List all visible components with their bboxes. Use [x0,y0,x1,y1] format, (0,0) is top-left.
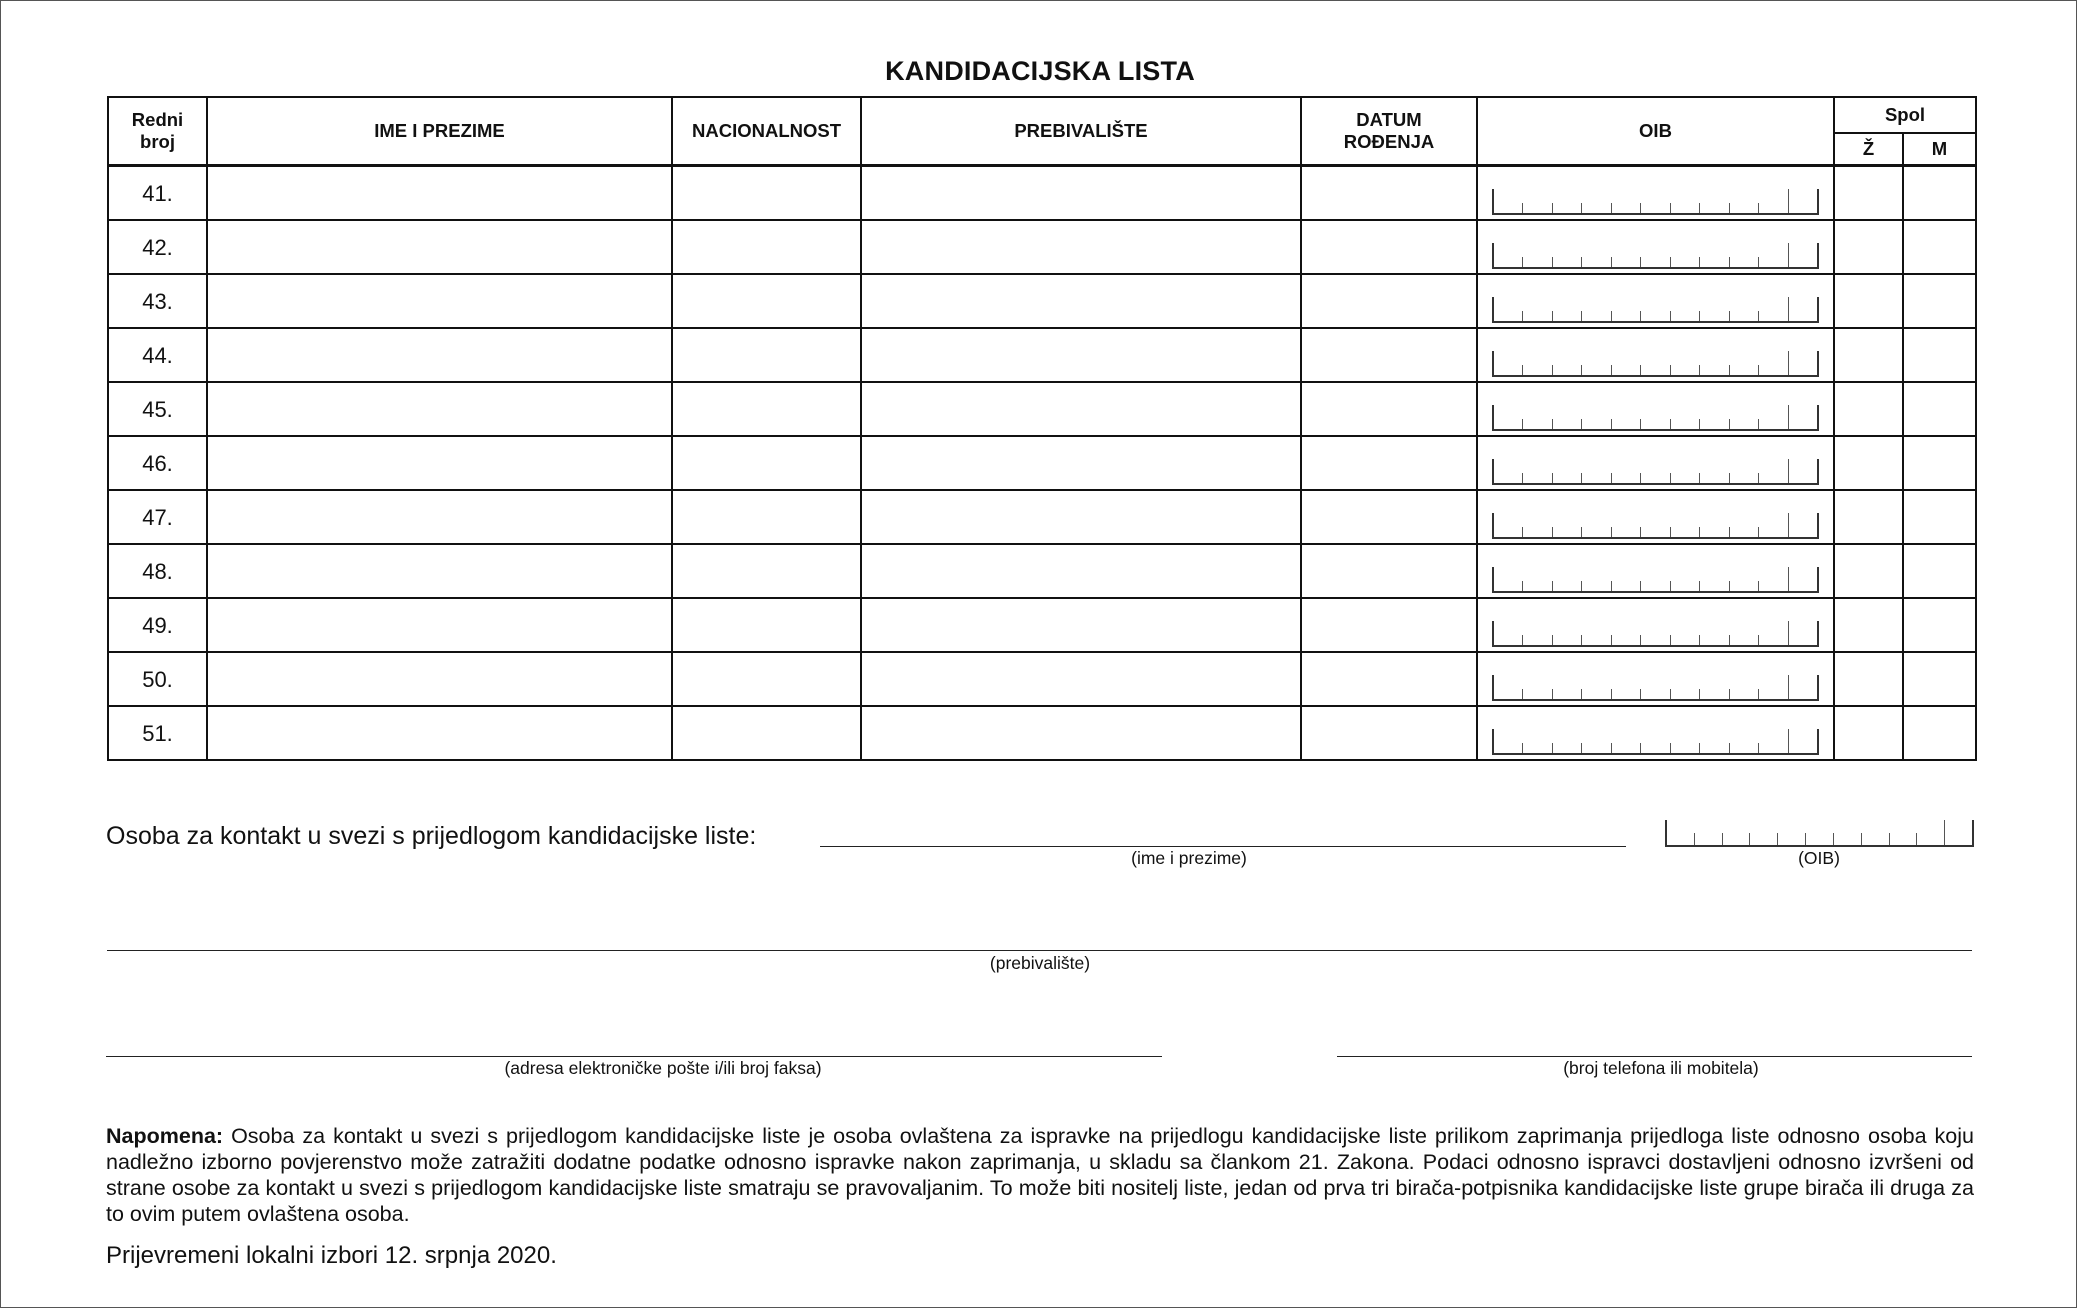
oib-digit-cell[interactable] [1788,675,1819,699]
row-number: 47. [108,490,207,544]
cell-prebivaliste[interactable] [861,706,1301,760]
oib-digit-cell[interactable] [1552,635,1581,645]
cell-oib[interactable] [1477,274,1834,328]
cell-spol-m[interactable] [1903,706,1976,760]
cell-nacionalnost[interactable] [672,328,861,382]
cell-spol-z[interactable] [1834,274,1903,328]
oib-digit-cell[interactable] [1694,833,1722,845]
cell-spol-m[interactable] [1903,544,1976,598]
oib-digit-cell[interactable] [1670,257,1699,267]
cell-spol-m[interactable] [1903,652,1976,706]
oib-digit-cell[interactable] [1611,311,1640,321]
cell-spol-z[interactable] [1834,166,1903,221]
cell-nacionalnost[interactable] [672,166,861,221]
oib-digit-cell[interactable] [1758,257,1787,267]
oib-digit-cell[interactable] [1758,473,1787,483]
oib-digit-cell[interactable] [1522,689,1551,699]
cell-datum-rodenja[interactable] [1301,598,1477,652]
contact-person-label: Osoba za kontakt u svezi s prijedlogom kandidacijske liste: [106,822,757,850]
cell-oib[interactable] [1477,220,1834,274]
oib-digit-cell[interactable] [1552,527,1581,537]
row-number: 43. [108,274,207,328]
table-row [108,382,1976,436]
oib-digit-cell[interactable] [1581,581,1610,591]
oib-digit-cell[interactable] [1522,581,1551,591]
oib-digit-cell[interactable] [1522,473,1551,483]
cell-ime-prezime[interactable] [207,274,672,328]
oib-digit-cell[interactable] [1729,419,1758,429]
oib-digit-cell[interactable] [1640,203,1669,213]
oib-digit-cell[interactable] [1699,419,1728,429]
table-row [108,220,1976,274]
cell-datum-rodenja[interactable] [1301,382,1477,436]
oib-digit-cell[interactable] [1758,635,1787,645]
header-ime-prezime: IME I PREZIME [207,97,672,166]
header-spol-z: Ž [1834,133,1903,166]
oib-digit-cell[interactable] [1611,365,1640,375]
oib-digit-cell[interactable] [1699,365,1728,375]
oib-digit-cell[interactable] [1788,729,1819,753]
oib-digit-cell[interactable] [1788,621,1819,645]
cell-nacionalnost[interactable] [672,382,861,436]
table-row [108,274,1976,328]
contact-phone-field[interactable] [1337,1034,1972,1057]
cell-oib[interactable] [1477,652,1834,706]
oib-digit-cell[interactable] [1729,635,1758,645]
cell-datum-rodenja[interactable] [1301,436,1477,490]
cell-datum-rodenja[interactable] [1301,544,1477,598]
cell-datum-rodenja[interactable] [1301,220,1477,274]
cell-spol-z[interactable] [1834,328,1903,382]
oib-digit-cell[interactable] [1492,621,1522,645]
cell-ime-prezime[interactable] [207,652,672,706]
oib-digit-cell[interactable] [1699,203,1728,213]
table-row [108,166,1976,221]
oib-digit-cell[interactable] [1640,527,1669,537]
cell-datum-rodenja[interactable] [1301,166,1477,221]
oib-digit-cell[interactable] [1670,365,1699,375]
oib-digit-cell[interactable] [1788,243,1819,267]
cell-spol-z[interactable] [1834,706,1903,760]
cell-spol-m[interactable] [1903,328,1976,382]
oib-digit-cell[interactable] [1492,351,1522,375]
oib-digit-cell[interactable] [1699,743,1728,753]
election-footer: Prijevremeni lokalni izbori 12. srpnja 2020. [106,1242,557,1269]
note-paragraph [106,1123,1974,1227]
oib-digit-cell[interactable] [1581,365,1610,375]
oib-digit-cell[interactable] [1788,513,1819,537]
oib-digit-cell[interactable] [1670,527,1699,537]
cell-nacionalnost[interactable] [672,598,861,652]
note-text: Osoba za kontakt u svezi s prijedlogom kandidacijske liste je osoba ovlaštena za ispravke na prijedlogu kandidacijske liste prilikom zaprimanja prijedloga liste odnosno osoba koju nadležno izborno povjerenstvo može zatražiti dodatne podatke odnosno ispravke nakon zaprimanja, u skladu sa člankom 21. Zakona. Podaci odnosno ispravci dostavljeni odnosno izvršeni od strane osobe za kontakt u svezi s prijedlogom kandidacijske liste smatraju se pravovaljanim. To može biti nositelj liste, jedan od prva tri birača-potpisnika kandidacijske liste grupe birača ili druga za to ovim putem ovlaštena osoba. [106,1124,1974,1226]
oib-digit-cell[interactable] [1492,729,1522,753]
oib-digit-cell[interactable] [1581,689,1610,699]
oib-digit-cell[interactable] [1833,833,1861,845]
oib-digit-cell[interactable] [1788,567,1819,591]
cell-spol-z[interactable] [1834,652,1903,706]
oib-digit-boxes[interactable] [1492,405,1819,431]
table-row [108,598,1976,652]
oib-digit-cell[interactable] [1492,297,1522,321]
contact-name-caption: (ime i prezime) [1131,848,1247,868]
cell-ime-prezime[interactable] [207,598,672,652]
oib-digit-cell[interactable] [1581,257,1610,267]
cell-ime-prezime[interactable] [207,436,672,490]
oib-digit-cell[interactable] [1889,833,1917,845]
cell-oib[interactable] [1477,166,1834,221]
oib-digit-cell[interactable] [1758,743,1787,753]
oib-digit-cell[interactable] [1522,419,1551,429]
cell-oib[interactable] [1477,328,1834,382]
oib-digit-cell[interactable] [1492,405,1522,429]
oib-digit-cell[interactable] [1522,257,1551,267]
oib-digit-cell[interactable] [1699,257,1728,267]
row-number: 42. [108,220,207,274]
oib-digit-cell[interactable] [1552,257,1581,267]
oib-digit-cell[interactable] [1522,635,1551,645]
row-number: 49. [108,598,207,652]
oib-digit-cell[interactable] [1522,365,1551,375]
oib-digit-cell[interactable] [1492,189,1522,213]
oib-digit-cell[interactable] [1611,419,1640,429]
oib-digit-cell[interactable] [1665,820,1694,845]
oib-digit-cell[interactable] [1777,833,1805,845]
oib-digit-cell[interactable] [1581,311,1610,321]
oib-digit-boxes[interactable] [1492,243,1819,269]
candidate-table [107,96,1977,761]
oib-digit-cell[interactable] [1640,257,1669,267]
cell-ime-prezime[interactable] [207,706,672,760]
cell-ime-prezime[interactable] [207,382,672,436]
table-row [108,706,1976,760]
cell-prebivaliste[interactable] [861,274,1301,328]
cell-oib[interactable] [1477,382,1834,436]
oib-digit-cell[interactable] [1729,689,1758,699]
oib-digit-cell[interactable] [1581,419,1610,429]
cell-prebivaliste[interactable] [861,652,1301,706]
oib-digit-cell[interactable] [1492,243,1522,267]
oib-digit-cell[interactable] [1492,675,1522,699]
oib-digit-cell[interactable] [1552,311,1581,321]
cell-spol-m[interactable] [1903,220,1976,274]
oib-digit-cell[interactable] [1699,635,1728,645]
table-body [108,166,1976,761]
cell-spol-m[interactable] [1903,436,1976,490]
cell-nacionalnost[interactable] [672,436,861,490]
table-row [108,436,1976,490]
oib-digit-cell[interactable] [1611,527,1640,537]
oib-digit-cell[interactable] [1581,527,1610,537]
contact-name-field[interactable] [820,822,1626,847]
oib-digit-cell[interactable] [1611,203,1640,213]
cell-spol-z[interactable] [1834,490,1903,544]
row-number: 46. [108,436,207,490]
oib-digit-cell[interactable] [1552,581,1581,591]
cell-prebivaliste[interactable] [861,220,1301,274]
oib-digit-cell[interactable] [1640,689,1669,699]
cell-prebivaliste[interactable] [861,382,1301,436]
row-number: 48. [108,544,207,598]
cell-prebivaliste[interactable] [861,436,1301,490]
oib-digit-cell[interactable] [1788,189,1819,213]
oib-digit-cell[interactable] [1581,743,1610,753]
cell-prebivaliste[interactable] [861,328,1301,382]
oib-digit-cell[interactable] [1788,351,1819,375]
oib-digit-cell[interactable] [1699,473,1728,483]
row-number: 51. [108,706,207,760]
oib-digit-cell[interactable] [1670,311,1699,321]
oib-digit-boxes[interactable] [1492,729,1819,755]
oib-digit-cell[interactable] [1758,581,1787,591]
cell-spol-z[interactable] [1834,544,1903,598]
cell-prebivaliste[interactable] [861,544,1301,598]
cell-spol-m[interactable] [1903,274,1976,328]
cell-oib[interactable] [1477,544,1834,598]
oib-digit-cell[interactable] [1522,743,1551,753]
oib-digit-cell[interactable] [1729,581,1758,591]
cell-oib[interactable] [1477,436,1834,490]
oib-digit-cell[interactable] [1611,473,1640,483]
contact-email-caption: (adresa elektroničke pošte i/ili broj faksa) [504,1058,822,1078]
oib-digit-cell[interactable] [1581,473,1610,483]
oib-digit-cell[interactable] [1492,567,1522,591]
oib-digit-boxes[interactable] [1492,351,1819,377]
oib-digit-cell[interactable] [1758,365,1787,375]
oib-digit-cell[interactable] [1729,527,1758,537]
oib-digit-boxes[interactable] [1492,675,1819,701]
cell-spol-m[interactable] [1903,382,1976,436]
cell-nacionalnost[interactable] [672,490,861,544]
oib-digit-cell[interactable] [1611,257,1640,267]
cell-oib[interactable] [1477,490,1834,544]
oib-digit-cell[interactable] [1758,203,1787,213]
oib-digit-cell[interactable] [1916,833,1944,845]
oib-digit-cell[interactable] [1699,689,1728,699]
oib-digit-cell[interactable] [1758,527,1787,537]
oib-digit-cell[interactable] [1552,473,1581,483]
oib-digit-cell[interactable] [1729,311,1758,321]
oib-digit-boxes[interactable] [1492,297,1819,323]
oib-digit-cell[interactable] [1729,743,1758,753]
oib-digit-cell[interactable] [1670,419,1699,429]
cell-spol-z[interactable] [1834,598,1903,652]
contact-oib-field[interactable] [1665,820,1974,847]
oib-digit-cell[interactable] [1640,311,1669,321]
row-number: 45. [108,382,207,436]
oib-digit-cell[interactable] [1729,257,1758,267]
row-number: 50. [108,652,207,706]
cell-ime-prezime[interactable] [207,220,672,274]
oib-digit-cell[interactable] [1670,203,1699,213]
oib-digit-cell[interactable] [1729,365,1758,375]
oib-digit-boxes[interactable] [1492,621,1819,647]
oib-digit-cell[interactable] [1492,459,1522,483]
oib-digit-cell[interactable] [1640,635,1669,645]
note-label: Napomena: [106,1124,224,1148]
oib-digit-cell[interactable] [1788,459,1819,483]
oib-digit-cell[interactable] [1758,689,1787,699]
oib-digit-cell[interactable] [1492,513,1522,537]
oib-digit-cell[interactable] [1670,689,1699,699]
row-number: 44. [108,328,207,382]
oib-digit-cell[interactable] [1699,527,1728,537]
cell-prebivaliste[interactable] [861,598,1301,652]
oib-digit-cell[interactable] [1699,581,1728,591]
contact-phone-caption: (broj telefona ili mobitela) [1563,1058,1759,1078]
header-redni-broj: Redni broj [108,97,207,166]
oib-digit-cell[interactable] [1640,419,1669,429]
oib-digit-boxes[interactable] [1492,567,1819,593]
oib-digit-cell[interactable] [1581,635,1610,645]
cell-spol-z[interactable] [1834,436,1903,490]
cell-oib[interactable] [1477,706,1834,760]
oib-digit-cell[interactable] [1640,581,1669,591]
oib-digit-cell[interactable] [1758,419,1787,429]
contact-oib-caption: (OIB) [1798,848,1840,868]
oib-digit-cell[interactable] [1788,405,1819,429]
oib-digit-cell[interactable] [1522,311,1551,321]
cell-nacionalnost[interactable] [672,220,861,274]
oib-digit-cell[interactable] [1640,365,1669,375]
oib-digit-boxes[interactable] [1492,459,1819,485]
oib-digit-cell[interactable] [1788,297,1819,321]
oib-digit-cell[interactable] [1861,833,1889,845]
cell-datum-rodenja[interactable] [1301,328,1477,382]
oib-digit-cell[interactable] [1805,833,1833,845]
oib-digit-boxes[interactable] [1492,189,1819,215]
header-datum-rodenja: DATUM ROĐENJA [1301,97,1477,166]
oib-digit-boxes[interactable] [1492,513,1819,539]
table-row [108,652,1976,706]
header-nacionalnost: NACIONALNOST [672,97,861,166]
cell-datum-rodenja[interactable] [1301,490,1477,544]
cell-datum-rodenja[interactable] [1301,652,1477,706]
table-row [108,328,1976,382]
oib-digit-cell[interactable] [1611,581,1640,591]
table-row [108,490,1976,544]
header-prebivaliste: PREBIVALIŠTE [861,97,1301,166]
header-spol: Spol [1834,97,1976,133]
header-oib: OIB [1477,97,1834,166]
oib-digit-cell[interactable] [1670,743,1699,753]
contact-residence-caption: (prebivalište) [989,953,1091,973]
oib-digit-cell[interactable] [1670,473,1699,483]
cell-spol-m[interactable] [1903,598,1976,652]
cell-nacionalnost[interactable] [672,706,861,760]
cell-oib[interactable] [1477,598,1834,652]
oib-digit-cell[interactable] [1611,689,1640,699]
cell-datum-rodenja[interactable] [1301,274,1477,328]
oib-digit-cell[interactable] [1729,203,1758,213]
oib-digit-cell[interactable] [1749,833,1777,845]
oib-digit-cell[interactable] [1670,635,1699,645]
cell-datum-rodenja[interactable] [1301,706,1477,760]
oib-digit-cell[interactable] [1670,581,1699,591]
oib-digit-cell[interactable] [1522,203,1551,213]
oib-digit-cell[interactable] [1611,635,1640,645]
oib-digit-cell[interactable] [1729,473,1758,483]
oib-digit-cell[interactable] [1552,365,1581,375]
oib-digit-cell[interactable] [1581,203,1610,213]
cell-spol-z[interactable] [1834,220,1903,274]
contact-email-field[interactable] [106,1034,1162,1057]
oib-digit-cell[interactable] [1944,820,1974,845]
document-title: KANDIDACIJSKA LISTA [885,56,1195,86]
cell-ime-prezime[interactable] [207,544,672,598]
header-spol-m: M [1903,133,1976,166]
row-number: 41. [108,166,207,221]
cell-spol-m[interactable] [1903,490,1976,544]
oib-digit-cell[interactable] [1611,743,1640,753]
oib-digit-cell[interactable] [1552,419,1581,429]
oib-digit-cell[interactable] [1552,743,1581,753]
cell-ime-prezime[interactable] [207,328,672,382]
cell-prebivaliste[interactable] [861,490,1301,544]
oib-digit-cell[interactable] [1640,743,1669,753]
cell-prebivaliste[interactable] [861,166,1301,221]
oib-digit-cell[interactable] [1722,833,1750,845]
cell-nacionalnost[interactable] [672,652,861,706]
table-row [108,544,1976,598]
cell-ime-prezime[interactable] [207,490,672,544]
oib-digit-cell[interactable] [1552,689,1581,699]
oib-digit-cell[interactable] [1552,203,1581,213]
oib-digit-cell[interactable] [1522,527,1551,537]
oib-digit-cell[interactable] [1758,311,1787,321]
cell-nacionalnost[interactable] [672,544,861,598]
cell-spol-z[interactable] [1834,382,1903,436]
oib-digit-cell[interactable] [1699,311,1728,321]
cell-ime-prezime[interactable] [207,166,672,221]
cell-spol-m[interactable] [1903,166,1976,221]
cell-nacionalnost[interactable] [672,274,861,328]
oib-digit-cell[interactable] [1640,473,1669,483]
contact-residence-field[interactable] [107,928,1972,951]
